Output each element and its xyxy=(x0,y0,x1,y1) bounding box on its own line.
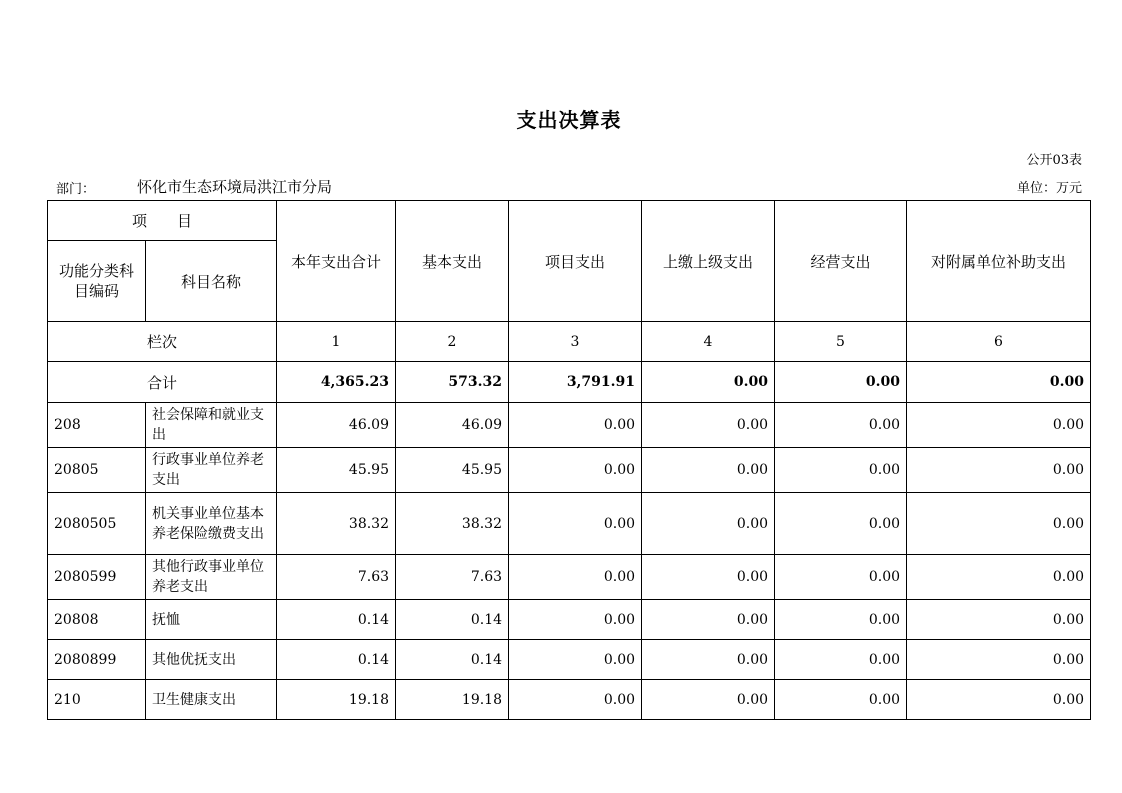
header-remit-superior: 上缴上级支出 xyxy=(642,201,775,322)
row-value: 0.00 xyxy=(509,403,642,448)
header-name: 科目名称 xyxy=(146,241,277,322)
row-value: 0.00 xyxy=(509,680,642,720)
row-value: 0.00 xyxy=(907,555,1091,600)
row-value: 19.18 xyxy=(396,680,509,720)
table-row xyxy=(48,403,1091,448)
row-value: 0.00 xyxy=(642,493,775,555)
table-row xyxy=(48,493,1091,555)
row-value: 46.09 xyxy=(396,403,509,448)
table-row xyxy=(48,555,1091,600)
row-code: 20805 xyxy=(48,448,146,493)
row-value: 38.32 xyxy=(396,493,509,555)
row-value: 0.00 xyxy=(775,448,907,493)
header-project-expenditure: 项目支出 xyxy=(509,201,642,322)
total-row xyxy=(48,362,1091,403)
total-value: 0.00 xyxy=(642,362,775,403)
row-value: 19.18 xyxy=(277,680,396,720)
expenditure-table xyxy=(47,200,1091,720)
column-index-label: 栏次 xyxy=(48,322,277,362)
row-code: 210 xyxy=(48,680,146,720)
row-value: 0.00 xyxy=(509,555,642,600)
row-name: 卫生健康支出 xyxy=(146,680,277,720)
row-code: 2080599 xyxy=(48,555,146,600)
column-index-number: 2 xyxy=(396,322,509,362)
row-name: 其他行政事业单位养老支出 xyxy=(146,555,277,600)
row-value: 45.95 xyxy=(277,448,396,493)
row-name: 行政事业单位养老支出 xyxy=(146,448,277,493)
page-title: 支出决算表 xyxy=(516,108,622,132)
header-total-expenditure: 本年支出合计 xyxy=(277,201,396,322)
row-value: 0.00 xyxy=(642,600,775,640)
row-value: 0.00 xyxy=(775,555,907,600)
header-item-group: 项 目 xyxy=(48,201,277,241)
row-value: 0.14 xyxy=(277,640,396,680)
table-row xyxy=(48,680,1091,720)
row-value: 0.00 xyxy=(642,640,775,680)
column-index-number: 3 xyxy=(509,322,642,362)
column-index-number: 5 xyxy=(775,322,907,362)
total-value: 4,365.23 xyxy=(277,362,396,403)
row-value: 0.14 xyxy=(396,640,509,680)
row-name: 其他优抚支出 xyxy=(146,640,277,680)
row-value: 0.00 xyxy=(509,600,642,640)
header-code: 功能分类科目编码 xyxy=(48,241,146,322)
row-name: 机关事业单位基本养老保险缴费支出 xyxy=(146,493,277,555)
row-value: 7.63 xyxy=(396,555,509,600)
table-row xyxy=(48,600,1091,640)
column-index-number: 4 xyxy=(642,322,775,362)
row-value: 0.00 xyxy=(642,448,775,493)
row-value: 0.00 xyxy=(642,680,775,720)
total-value: 0.00 xyxy=(907,362,1091,403)
row-value: 0.00 xyxy=(509,493,642,555)
header-subsidiary-subsidy: 对附属单位补助支出 xyxy=(907,201,1091,322)
total-value: 573.32 xyxy=(396,362,509,403)
row-value: 0.00 xyxy=(642,555,775,600)
table-row xyxy=(48,448,1091,493)
department-value: 怀化市生态环境局洪江市分局 xyxy=(137,178,333,196)
table-row xyxy=(48,640,1091,680)
row-value: 0.00 xyxy=(775,493,907,555)
form-code: 公开03表 xyxy=(1026,153,1082,168)
row-name: 抚恤 xyxy=(146,600,277,640)
row-value: 0.00 xyxy=(907,640,1091,680)
row-code: 2080899 xyxy=(48,640,146,680)
row-value: 0.00 xyxy=(907,680,1091,720)
row-value: 0.14 xyxy=(396,600,509,640)
unit-label: 单位：万元 xyxy=(1016,181,1082,196)
total-value: 0.00 xyxy=(775,362,907,403)
total-label: 合计 xyxy=(48,362,277,403)
row-code: 208 xyxy=(48,403,146,448)
row-value: 0.14 xyxy=(277,600,396,640)
row-code: 20808 xyxy=(48,600,146,640)
department-label: 部门： xyxy=(56,182,96,197)
row-value: 45.95 xyxy=(396,448,509,493)
row-value: 0.00 xyxy=(907,403,1091,448)
row-value: 0.00 xyxy=(907,448,1091,493)
row-value: 0.00 xyxy=(509,448,642,493)
row-value: 0.00 xyxy=(775,403,907,448)
header-operating-expenditure: 经营支出 xyxy=(775,201,907,322)
row-value: 0.00 xyxy=(775,680,907,720)
row-value: 0.00 xyxy=(642,403,775,448)
row-value: 46.09 xyxy=(277,403,396,448)
row-name: 社会保障和就业支出 xyxy=(146,403,277,448)
row-value: 0.00 xyxy=(509,640,642,680)
row-value: 0.00 xyxy=(775,640,907,680)
column-index-number: 1 xyxy=(277,322,396,362)
row-value: 38.32 xyxy=(277,493,396,555)
row-value: 0.00 xyxy=(907,600,1091,640)
row-value: 0.00 xyxy=(907,493,1091,555)
row-value: 0.00 xyxy=(775,600,907,640)
total-value: 3,791.91 xyxy=(509,362,642,403)
row-code: 2080505 xyxy=(48,493,146,555)
column-index-number: 6 xyxy=(907,322,1091,362)
header-basic-expenditure: 基本支出 xyxy=(396,201,509,322)
row-value: 7.63 xyxy=(277,555,396,600)
